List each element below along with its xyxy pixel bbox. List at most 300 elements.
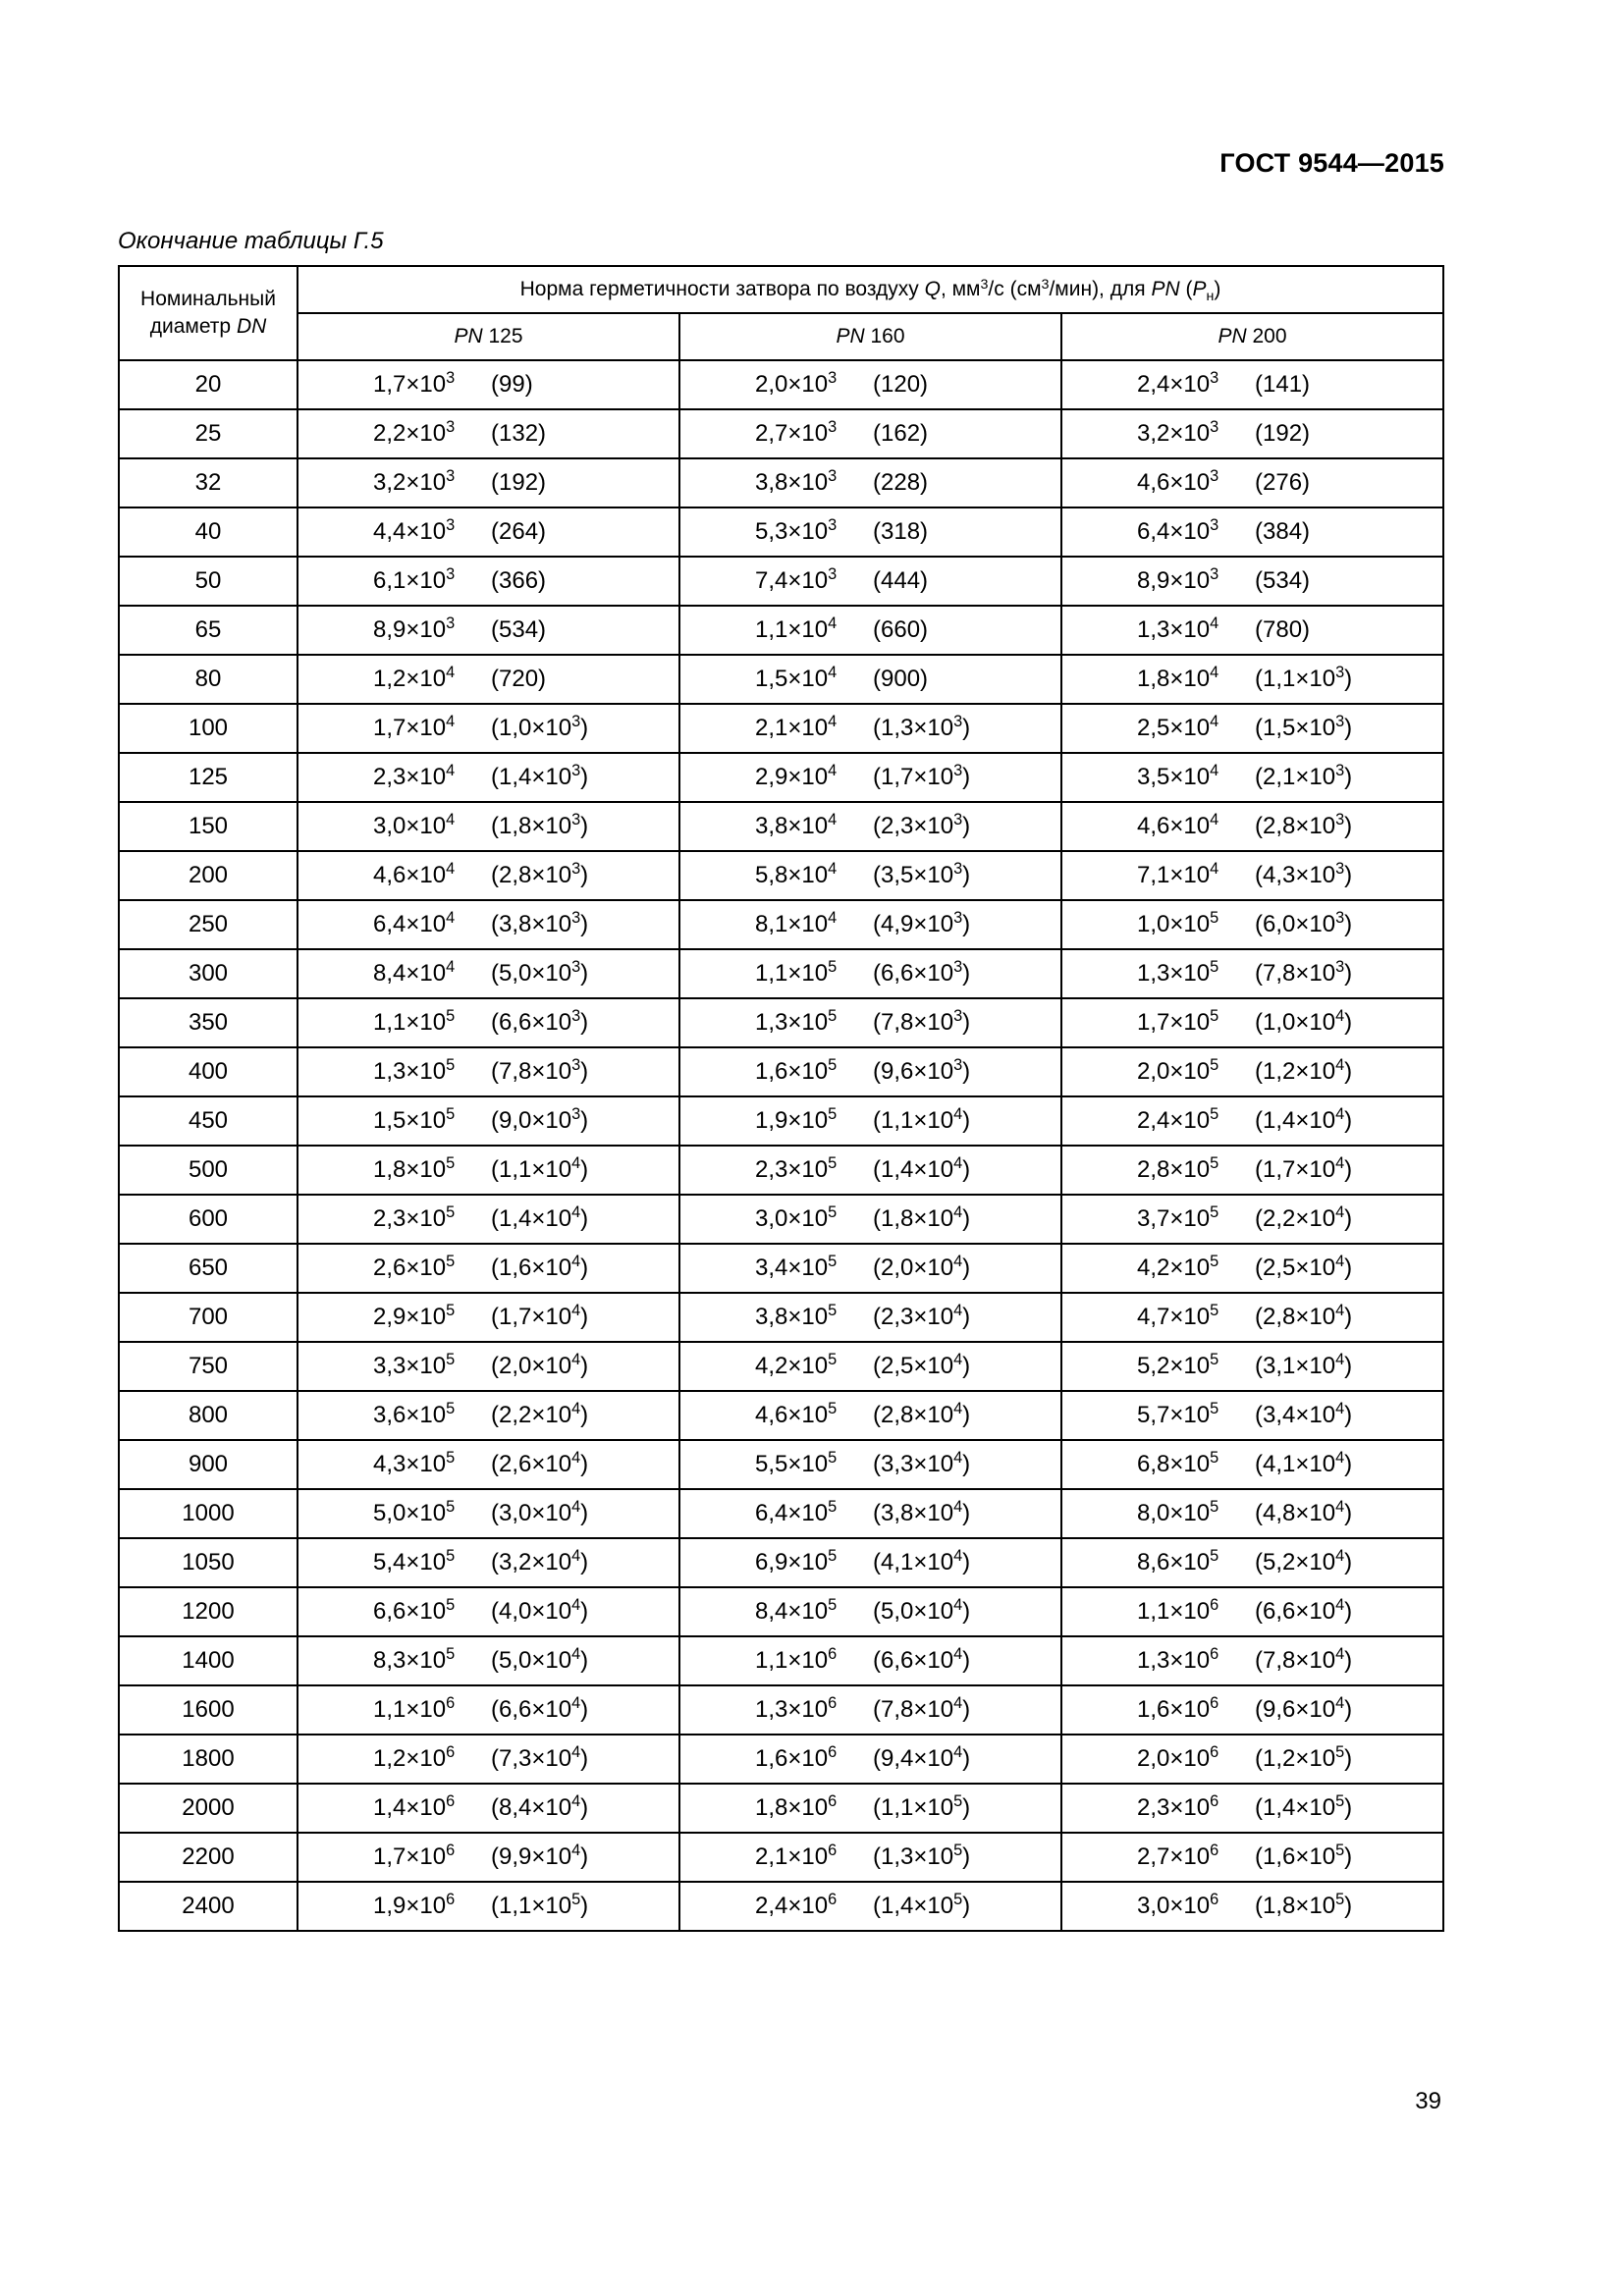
pn125-cell (298, 802, 679, 851)
pn125-cell (298, 900, 679, 949)
pn125-cell (298, 458, 679, 507)
pn200-cell (1061, 1587, 1443, 1636)
pn200-mm3s-value: $1,6\times 10^6$ (1137, 1694, 1219, 1723)
pn200-mm3s-value: $5,7\times 10^5$ (1137, 1400, 1219, 1428)
pn160-cm3min-value: $(7,8\times 10^4)$ (873, 1694, 971, 1723)
dn-header-line2: диаметр DN (149, 315, 267, 338)
pn125-cm3min-value: $(3,8\times 10^3)$ (491, 909, 589, 937)
dn-cell: 125 (119, 753, 298, 802)
pn200-mm3s-value: $2,7\times 10^6$ (1137, 1842, 1219, 1870)
dn-cell: 100 (119, 704, 298, 753)
pn125-cell (298, 507, 679, 557)
pn200-cell (1061, 1342, 1443, 1391)
pn125-mm3s-value: $4,3\times 10^5$ (373, 1449, 456, 1477)
pn160-cell (679, 949, 1061, 998)
pn160-cm3min-value: $(1,4\times 10^5)$ (873, 1891, 971, 1919)
pn200-mm3s-value: $1,1\times 10^6$ (1137, 1596, 1219, 1625)
pn160-cm3min-value: $(2,5\times 10^4)$ (873, 1351, 971, 1379)
pn160-mm3s-value: $8,4\times 10^5$ (755, 1596, 838, 1625)
pn125-mm3s-value: $1,5\times 10^5$ (373, 1105, 456, 1134)
pn200-cm3min-value: $(2,8\times 10^3)$ (1255, 811, 1353, 839)
dn-cell: 2200 (119, 1833, 298, 1882)
pn160-cm3min-value: $(9,6\times 10^3)$ (873, 1056, 971, 1085)
pn200-mm3s-value: $6,8\times 10^5$ (1137, 1449, 1219, 1477)
pn200-cell (1061, 1244, 1443, 1293)
pn160-mm3s-value: $3,8\times 10^5$ (755, 1302, 838, 1330)
pn200-cm3min-value: $(1,5\times 10^3)$ (1255, 713, 1353, 741)
pn125-cm3min-value: (99) (491, 371, 533, 398)
pn200-mm3s-value: $1,3\times 10^4$ (1137, 614, 1219, 643)
table-row (119, 409, 1443, 458)
pn125-cm3min-value: $(8,4\times 10^4)$ (491, 1792, 589, 1821)
pn200-cm3min-value: $(4,3\times 10^3)$ (1255, 860, 1353, 888)
table-row (119, 1293, 1443, 1342)
pn160-cell (679, 1636, 1061, 1685)
pn200-mm3s-value: $8,6\times 10^5$ (1137, 1547, 1219, 1575)
pn160-cell (679, 1833, 1061, 1882)
pn125-cell (298, 1489, 679, 1538)
pn125-cell (298, 1391, 679, 1440)
pn160-cm3min-value: $(1,1\times 10^4)$ (873, 1105, 971, 1134)
table-row (119, 802, 1443, 851)
pn160-cell (679, 900, 1061, 949)
pn200-cell (1061, 753, 1443, 802)
pn125-cell (298, 1440, 679, 1489)
pn125-cm3min-value: $(3,2\times 10^4)$ (491, 1547, 589, 1575)
pn125-mm3s-value: $8,4\times 10^4$ (373, 958, 456, 987)
pn160-cm3min-value: $(1,3\times 10^5)$ (873, 1842, 971, 1870)
dn-cell: 900 (119, 1440, 298, 1489)
pn160-cm3min-value: $(4,9\times 10^3)$ (873, 909, 971, 937)
dn-cell: 650 (119, 1244, 298, 1293)
pn160-cell (679, 1587, 1061, 1636)
table-row (119, 1538, 1443, 1587)
pn160-cell (679, 557, 1061, 606)
pn160-mm3s-value: $1,1\times 10^6$ (755, 1645, 838, 1674)
pn200-mm3s-value: $1,7\times 10^5$ (1137, 1007, 1219, 1036)
pn200-mm3s-value: $2,4\times 10^5$ (1137, 1105, 1219, 1134)
pn160-mm3s-value: $5,5\times 10^5$ (755, 1449, 838, 1477)
pn200-cm3min-value: $(7,8\times 10^3)$ (1255, 958, 1353, 987)
pn200-mm3s-value: $2,3\times 10^6$ (1137, 1792, 1219, 1821)
pn200-cell (1061, 704, 1443, 753)
pn160-cm3min-value: (318) (873, 518, 929, 545)
pn200-mm3s-value: $2,0\times 10^5$ (1137, 1056, 1219, 1085)
table-row (119, 1047, 1443, 1096)
pn160-cell (679, 1096, 1061, 1146)
table-row (119, 704, 1443, 753)
pn125-cm3min-value: $(1,0\times 10^3)$ (491, 713, 589, 741)
pn160-cell (679, 704, 1061, 753)
pn160-mm3s-value: $3,8\times 10^4$ (755, 811, 838, 839)
pn125-cm3min-value: $(9,0\times 10^3)$ (491, 1105, 589, 1134)
pn125-mm3s-value: $3,2\times 10^3$ (373, 467, 456, 496)
pn125-cm3min-value: $(2,8\times 10^3)$ (491, 860, 589, 888)
dn-cell: 20 (119, 360, 298, 409)
pn200-mm3s-value: $8,0\times 10^5$ (1137, 1498, 1219, 1526)
pn125-cell (298, 557, 679, 606)
group-header: Норма герметичности затвора по воздуху Q, $мм^3/с$ $(см^3/мин)$, для PN $(P_н)$ (298, 266, 1443, 313)
dn-cell: 250 (119, 900, 298, 949)
table-row (119, 851, 1443, 900)
pn125-cm3min-value: $(2,2\times 10^4)$ (491, 1400, 589, 1428)
pn200-cell (1061, 507, 1443, 557)
dn-cell: 350 (119, 998, 298, 1047)
pn200-mm3s-value: $4,6\times 10^3$ (1137, 467, 1219, 496)
pn125-cell (298, 1833, 679, 1882)
dn-cell: 80 (119, 655, 298, 704)
pn200-mm3s-value: $5,2\times 10^5$ (1137, 1351, 1219, 1379)
pn125-cell (298, 1146, 679, 1195)
pn160-cell (679, 1293, 1061, 1342)
pn125-cm3min-value: $(1,1\times 10^5)$ (491, 1891, 589, 1919)
pn160-cm3min-value: $(1,7\times 10^3)$ (873, 762, 971, 790)
pn200-cm3min-value: $(1,2\times 10^5)$ (1255, 1743, 1353, 1772)
pn125-mm3s-value: $3,3\times 10^5$ (373, 1351, 456, 1379)
table-row (119, 360, 1443, 409)
table-row (119, 1833, 1443, 1882)
table-row (119, 1685, 1443, 1735)
pn200-cell (1061, 1096, 1443, 1146)
page-number: 39 (1415, 2088, 1441, 2114)
pn125-cm3min-value: $(1,8\times 10^3)$ (491, 811, 589, 839)
dn-cell: 500 (119, 1146, 298, 1195)
pn160-mm3s-value: $5,3\times 10^3$ (755, 516, 838, 545)
pn125-header: PN 125 (298, 313, 679, 360)
dn-cell: 300 (119, 949, 298, 998)
pn160-mm3s-value: $1,3\times 10^5$ (755, 1007, 838, 1036)
pn200-cm3min-value: (534) (1255, 567, 1311, 594)
dn-cell: 40 (119, 507, 298, 557)
pn200-cell (1061, 360, 1443, 409)
pn125-mm3s-value: $8,3\times 10^5$ (373, 1645, 456, 1674)
pn125-mm3s-value: $1,7\times 10^6$ (373, 1842, 456, 1870)
pn125-cm3min-value: (366) (491, 567, 547, 594)
pn125-cell (298, 1293, 679, 1342)
pn200-mm3s-value: $3,0\times 10^6$ (1137, 1891, 1219, 1919)
table-row (119, 949, 1443, 998)
pn125-mm3s-value: $2,6\times 10^5$ (373, 1253, 456, 1281)
table-body (119, 360, 1443, 1931)
pn200-mm3s-value: $3,5\times 10^4$ (1137, 762, 1219, 790)
pn125-mm3s-value: $1,9\times 10^6$ (373, 1891, 456, 1919)
pn160-cell (679, 1784, 1061, 1833)
table-row (119, 1146, 1443, 1195)
pn125-cm3min-value: $(9,9\times 10^4)$ (491, 1842, 589, 1870)
pn160-cm3min-value: $(1,8\times 10^4)$ (873, 1203, 971, 1232)
pn125-cm3min-value: $(2,0\times 10^4)$ (491, 1351, 589, 1379)
dn-cell: 65 (119, 606, 298, 655)
pn125-cm3min-value: (132) (491, 420, 547, 447)
pn160-cell (679, 1489, 1061, 1538)
pn200-cm3min-value: $(1,7\times 10^4)$ (1255, 1154, 1353, 1183)
dn-cell: 150 (119, 802, 298, 851)
table-row (119, 507, 1443, 557)
pn160-cm3min-value: $(4,1\times 10^4)$ (873, 1547, 971, 1575)
pn160-cell (679, 1047, 1061, 1096)
pn125-cm3min-value: $(1,7\times 10^4)$ (491, 1302, 589, 1330)
pn200-cm3min-value: $(6,6\times 10^4)$ (1255, 1596, 1353, 1625)
pn125-cm3min-value: $(5,0\times 10^3)$ (491, 958, 589, 987)
pn200-mm3s-value: $8,9\times 10^3$ (1137, 565, 1219, 594)
pn160-mm3s-value: $8,1\times 10^4$ (755, 909, 838, 937)
pn125-mm3s-value: $5,4\times 10^5$ (373, 1547, 456, 1575)
table-row (119, 1587, 1443, 1636)
pn160-mm3s-value: $4,2\times 10^5$ (755, 1351, 838, 1379)
dn-cell: 750 (119, 1342, 298, 1391)
dn-cell: 1400 (119, 1636, 298, 1685)
pn125-cm3min-value: $(7,3\times 10^4)$ (491, 1743, 589, 1772)
pn200-mm3s-value: $1,0\times 10^5$ (1137, 909, 1219, 937)
pn160-cm3min-value: (444) (873, 567, 929, 594)
leak-rate-table (118, 265, 1444, 1932)
pn125-mm3s-value: $6,4\times 10^4$ (373, 909, 456, 937)
pn160-cm3min-value: $(1,3\times 10^3)$ (873, 713, 971, 741)
pn200-cm3min-value: $(7,8\times 10^4)$ (1255, 1645, 1353, 1674)
pn160-cm3min-value: $(9,4\times 10^4)$ (873, 1743, 971, 1772)
pn125-cell (298, 998, 679, 1047)
pn125-cm3min-value: $(1,4\times 10^3)$ (491, 762, 589, 790)
pn125-mm3s-value: $2,3\times 10^5$ (373, 1203, 456, 1232)
pn125-cm3min-value: (192) (491, 469, 547, 496)
pn125-cell (298, 1587, 679, 1636)
pn200-mm3s-value: $4,2\times 10^5$ (1137, 1253, 1219, 1281)
pn160-mm3s-value: $2,0\times 10^3$ (755, 369, 838, 398)
pn160-cell (679, 851, 1061, 900)
pn160-mm3s-value: $4,6\times 10^5$ (755, 1400, 838, 1428)
pn160-cell (679, 409, 1061, 458)
pn125-cm3min-value: $(7,8\times 10^3)$ (491, 1056, 589, 1085)
pn160-mm3s-value: $3,0\times 10^5$ (755, 1203, 838, 1232)
pn200-cm3min-value: $(2,1\times 10^3)$ (1255, 762, 1353, 790)
pn160-cell (679, 998, 1061, 1047)
pn125-mm3s-value: $1,8\times 10^5$ (373, 1154, 456, 1183)
pn200-cell (1061, 1833, 1443, 1882)
pn160-mm3s-value: $1,1\times 10^5$ (755, 958, 838, 987)
pn160-cell (679, 1342, 1061, 1391)
pn200-mm3s-value: $1,8\times 10^4$ (1137, 664, 1219, 692)
pn125-mm3s-value: $5,0\times 10^5$ (373, 1498, 456, 1526)
table-row (119, 557, 1443, 606)
pn125-mm3s-value: $2,2\times 10^3$ (373, 418, 456, 447)
pn200-mm3s-value: $2,0\times 10^6$ (1137, 1743, 1219, 1772)
dn-cell: 1600 (119, 1685, 298, 1735)
pn160-mm3s-value: $1,9\times 10^5$ (755, 1105, 838, 1134)
pn160-mm3s-value: $6,4\times 10^5$ (755, 1498, 838, 1526)
pn125-cm3min-value: $(3,0\times 10^4)$ (491, 1498, 589, 1526)
pn200-cm3min-value: $(2,2\times 10^4)$ (1255, 1203, 1353, 1232)
pn160-mm3s-value: $2,4\times 10^6$ (755, 1891, 838, 1919)
pn200-cm3min-value: $(2,5\times 10^4)$ (1255, 1253, 1353, 1281)
table-row (119, 998, 1443, 1047)
pn200-cell (1061, 802, 1443, 851)
pn200-mm3s-value: $4,6\times 10^4$ (1137, 811, 1219, 839)
dn-cell: 32 (119, 458, 298, 507)
pn200-cm3min-value: (384) (1255, 518, 1311, 545)
pn160-cm3min-value: (228) (873, 469, 929, 496)
table-row (119, 1489, 1443, 1538)
dn-cell: 450 (119, 1096, 298, 1146)
pn125-cell (298, 1096, 679, 1146)
pn125-cell (298, 409, 679, 458)
pn200-cell (1061, 1440, 1443, 1489)
pn200-cm3min-value: $(3,1\times 10^4)$ (1255, 1351, 1353, 1379)
pn125-cell (298, 949, 679, 998)
pn160-cell (679, 1244, 1061, 1293)
document-code: ГОСТ 9544—2015 (1219, 148, 1444, 178)
dn-cell: 1050 (119, 1538, 298, 1587)
pn125-cell (298, 1342, 679, 1391)
pn160-cm3min-value: $(3,5\times 10^3)$ (873, 860, 971, 888)
dn-column-header (119, 266, 298, 360)
pn200-cell (1061, 851, 1443, 900)
pn125-cell (298, 1195, 679, 1244)
table-row (119, 900, 1443, 949)
table-row (119, 1195, 1443, 1244)
pn125-mm3s-value: $1,7\times 10^3$ (373, 369, 456, 398)
pn125-mm3s-value: $8,9\times 10^3$ (373, 614, 456, 643)
table-row (119, 1096, 1443, 1146)
dn-cell: 1000 (119, 1489, 298, 1538)
pn125-mm3s-value: $4,6\times 10^4$ (373, 860, 456, 888)
pn160-mm3s-value: $2,7\times 10^3$ (755, 418, 838, 447)
pn160-cm3min-value: (660) (873, 616, 929, 643)
pn200-cell (1061, 1146, 1443, 1195)
pn160-mm3s-value: $1,3\times 10^6$ (755, 1694, 838, 1723)
table-row (119, 1244, 1443, 1293)
dn-cell: 400 (119, 1047, 298, 1096)
pn200-cm3min-value: $(2,8\times 10^4)$ (1255, 1302, 1353, 1330)
pn200-mm3s-value: $6,4\times 10^3$ (1137, 516, 1219, 545)
pn125-cell (298, 1784, 679, 1833)
pn200-cell (1061, 998, 1443, 1047)
pn200-mm3s-value: $3,2\times 10^3$ (1137, 418, 1219, 447)
pn200-cell (1061, 1489, 1443, 1538)
pn160-mm3s-value: $5,8\times 10^4$ (755, 860, 838, 888)
pn200-cell (1061, 1538, 1443, 1587)
pn160-cm3min-value: $(6,6\times 10^4)$ (873, 1645, 971, 1674)
pn200-mm3s-value: $1,3\times 10^6$ (1137, 1645, 1219, 1674)
pn125-mm3s-value: $2,3\times 10^4$ (373, 762, 456, 790)
dn-cell: 200 (119, 851, 298, 900)
table-row (119, 1636, 1443, 1685)
pn125-cell (298, 360, 679, 409)
pn160-cm3min-value: $(2,3\times 10^3)$ (873, 811, 971, 839)
dn-cell: 25 (119, 409, 298, 458)
pn200-mm3s-value: $2,5\times 10^4$ (1137, 713, 1219, 741)
pn160-cell (679, 1146, 1061, 1195)
pn200-cm3min-value: $(4,8\times 10^4)$ (1255, 1498, 1353, 1526)
table-row (119, 1882, 1443, 1931)
pn200-cm3min-value: (141) (1255, 371, 1311, 398)
pn125-cm3min-value: $(1,1\times 10^4)$ (491, 1154, 589, 1183)
pn200-mm3s-value: $3,7\times 10^5$ (1137, 1203, 1219, 1232)
pn200-cm3min-value: $(4,1\times 10^4)$ (1255, 1449, 1353, 1477)
pn160-cm3min-value: $(7,8\times 10^3)$ (873, 1007, 971, 1036)
pn160-cm3min-value: $(2,3\times 10^4)$ (873, 1302, 971, 1330)
pn160-mm3s-value: $6,9\times 10^5$ (755, 1547, 838, 1575)
pn125-mm3s-value: $1,7\times 10^4$ (373, 713, 456, 741)
pn125-cell (298, 1882, 679, 1931)
pn160-cell (679, 606, 1061, 655)
pn200-cell (1061, 655, 1443, 704)
pn160-mm3s-value: $1,6\times 10^5$ (755, 1056, 838, 1085)
pn125-mm3s-value: $6,1\times 10^3$ (373, 565, 456, 594)
pn200-cell (1061, 606, 1443, 655)
pn125-mm3s-value: $1,4\times 10^6$ (373, 1792, 456, 1821)
pn160-mm3s-value: $2,3\times 10^5$ (755, 1154, 838, 1183)
pn125-cm3min-value: $(6,6\times 10^4)$ (491, 1694, 589, 1723)
pn160-cm3min-value: $(1,4\times 10^4)$ (873, 1154, 971, 1183)
pn125-cell (298, 851, 679, 900)
table-row (119, 753, 1443, 802)
pn125-cm3min-value: $(2,6\times 10^4)$ (491, 1449, 589, 1477)
pn160-cell (679, 458, 1061, 507)
pn125-cell (298, 1735, 679, 1784)
pn160-cm3min-value: $(5,0\times 10^4)$ (873, 1596, 971, 1625)
pn160-cell (679, 1538, 1061, 1587)
pn200-cm3min-value: $(3,4\times 10^4)$ (1255, 1400, 1353, 1428)
dn-cell: 1800 (119, 1735, 298, 1784)
pn200-cell (1061, 458, 1443, 507)
pn160-mm3s-value: $3,4\times 10^5$ (755, 1253, 838, 1281)
pn200-cell (1061, 1636, 1443, 1685)
pn160-cm3min-value: (900) (873, 666, 929, 692)
pn160-mm3s-value: $1,8\times 10^6$ (755, 1792, 838, 1821)
pn160-cm3min-value: $(3,3\times 10^4)$ (873, 1449, 971, 1477)
pn200-cm3min-value: (780) (1255, 616, 1311, 643)
pn200-mm3s-value: $1,3\times 10^5$ (1137, 958, 1219, 987)
pn200-mm3s-value: $7,1\times 10^4$ (1137, 860, 1219, 888)
pn160-mm3s-value: $2,9\times 10^4$ (755, 762, 838, 790)
dn-cell: 50 (119, 557, 298, 606)
pn125-cell (298, 1636, 679, 1685)
pn125-cm3min-value: $(6,6\times 10^3)$ (491, 1007, 589, 1036)
table-row (119, 1440, 1443, 1489)
pn160-header: PN 160 (679, 313, 1061, 360)
pn200-cell (1061, 900, 1443, 949)
pn125-mm3s-value: $3,6\times 10^5$ (373, 1400, 456, 1428)
pn200-cell (1061, 1195, 1443, 1244)
pn125-mm3s-value: $1,2\times 10^4$ (373, 664, 456, 692)
pn125-cell (298, 655, 679, 704)
pn160-mm3s-value: $1,1\times 10^4$ (755, 614, 838, 643)
pn200-mm3s-value: $2,8\times 10^5$ (1137, 1154, 1219, 1183)
dn-cell: 1200 (119, 1587, 298, 1636)
pn160-cell (679, 655, 1061, 704)
dn-cell: 600 (119, 1195, 298, 1244)
pn125-mm3s-value: $1,1\times 10^6$ (373, 1694, 456, 1723)
pn200-cell (1061, 1293, 1443, 1342)
dn-cell: 2400 (119, 1882, 298, 1931)
pn125-cell (298, 1685, 679, 1735)
pn125-mm3s-value: $3,0\times 10^4$ (373, 811, 456, 839)
pn160-cell (679, 1440, 1061, 1489)
pn200-cm3min-value: (192) (1255, 420, 1311, 447)
table-row (119, 606, 1443, 655)
pn125-mm3s-value: $1,3\times 10^5$ (373, 1056, 456, 1085)
pn160-cell (679, 802, 1061, 851)
pn125-cell (298, 1244, 679, 1293)
dn-header-line1: Номинальный (140, 288, 276, 310)
table-row (119, 1391, 1443, 1440)
pn125-mm3s-value: $4,4\times 10^3$ (373, 516, 456, 545)
pn160-mm3s-value: $1,6\times 10^6$ (755, 1743, 838, 1772)
pn200-cell (1061, 409, 1443, 458)
pn160-cm3min-value: $(3,8\times 10^4)$ (873, 1498, 971, 1526)
pn200-cell (1061, 1047, 1443, 1096)
pn200-cm3min-value: $(1,2\times 10^4)$ (1255, 1056, 1353, 1085)
